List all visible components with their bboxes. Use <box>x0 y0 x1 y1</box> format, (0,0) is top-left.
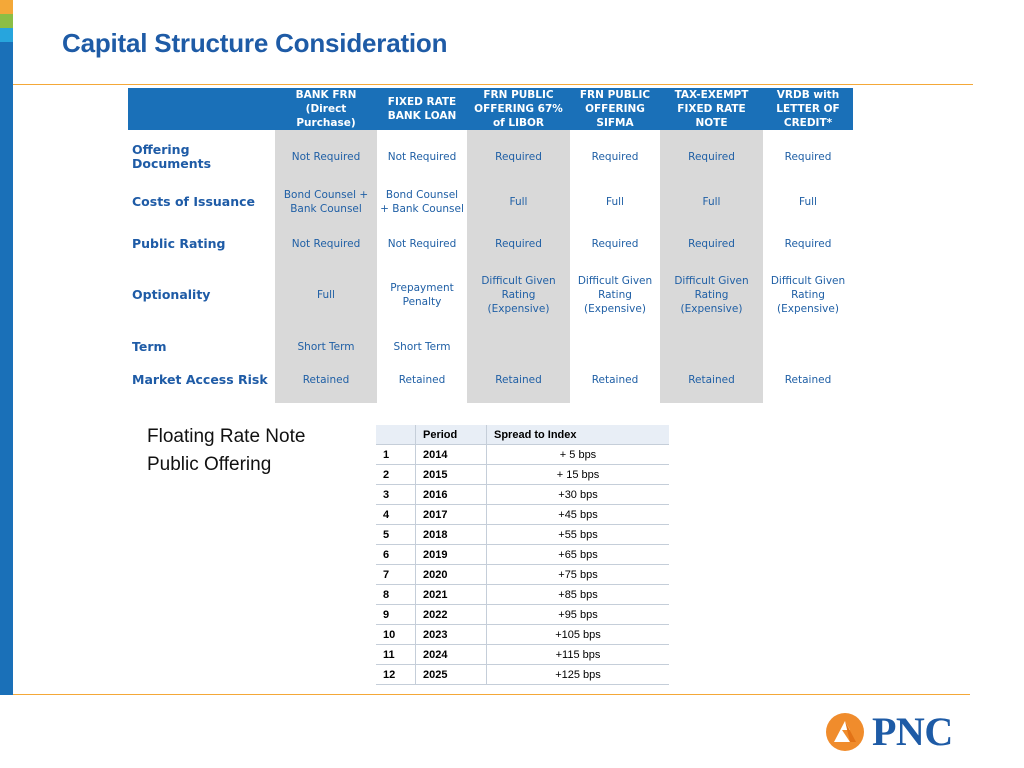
spread-value-cell: + 15 bps <box>487 465 670 485</box>
table-cell <box>763 336 853 357</box>
table-row <box>128 233 853 254</box>
column-header: TAX-EXEMPT FIXED RATE NOTE <box>660 88 763 130</box>
table-cell: Full <box>606 196 624 208</box>
spread-row <box>376 625 669 645</box>
spread-index-cell: 12 <box>376 665 416 685</box>
spread-value-cell: +125 bps <box>487 665 670 685</box>
spread-header-row <box>376 425 669 445</box>
title-divider <box>13 84 973 85</box>
table-cell: Required <box>660 233 763 254</box>
spread-period-cell: 2019 <box>416 545 487 565</box>
table-cell: Required <box>660 143 763 171</box>
spread-row <box>376 585 669 605</box>
table-cell: Not Required <box>275 233 377 254</box>
spread-value-cell: +115 bps <box>487 645 670 665</box>
table-cell <box>570 336 660 357</box>
table-row <box>128 357 853 403</box>
spread-period-cell: 2018 <box>416 525 487 545</box>
row-label: Optionality <box>132 287 211 302</box>
spread-row <box>376 665 669 685</box>
table-cell <box>467 336 570 357</box>
table-cell: Retained <box>467 357 570 403</box>
spread-value-cell: +75 bps <box>487 565 670 585</box>
spread-header-period: Period <box>416 425 487 445</box>
accent-square-green <box>0 14 13 28</box>
spread-period-cell: 2022 <box>416 605 487 625</box>
spread-value-cell: +105 bps <box>487 625 670 645</box>
table-cell: Not Required <box>275 143 377 171</box>
table-cell: Retained <box>784 374 832 386</box>
pnc-logo-icon <box>824 712 870 752</box>
column-header: FRN PUBLIC OFFERING SIFMA <box>570 88 660 130</box>
row-label: Costs of Issuance <box>132 194 255 209</box>
spread-index-cell: 3 <box>376 485 416 505</box>
spread-row <box>376 445 669 465</box>
table-row <box>128 171 853 233</box>
table-cell: Retained <box>275 357 377 403</box>
table-cell: Difficult Given Rating (Expensive) <box>577 275 653 315</box>
spread-value-cell: +55 bps <box>487 525 670 545</box>
comparison-table <box>128 88 853 403</box>
spread-index-cell: 8 <box>376 585 416 605</box>
spread-period-cell: 2024 <box>416 645 487 665</box>
table-cell: Short Term <box>275 336 377 357</box>
frn-offering-label <box>147 423 305 479</box>
table-row <box>128 143 853 171</box>
spread-row <box>376 505 669 525</box>
table-cell: Full <box>467 171 570 233</box>
table-cell <box>660 336 763 357</box>
footer-divider <box>13 694 970 695</box>
spread-table <box>376 425 669 685</box>
table-row <box>128 254 853 336</box>
table-cell: Retained <box>398 374 446 386</box>
accent-square-cyan <box>0 28 13 42</box>
frn-label-line: Public Offering <box>147 454 272 475</box>
spread-row <box>376 465 669 485</box>
table-cell: Prepayment Penalty <box>390 282 454 308</box>
spread-header-index <box>376 425 416 445</box>
table-cell: Bond Counsel + Bank Counsel <box>275 171 377 233</box>
table-cell: Retained <box>591 374 639 386</box>
spread-value-cell: + 5 bps <box>487 445 670 465</box>
page-title: Capital Structure Consideration <box>62 28 448 58</box>
column-header: BANK FRN (Direct Purchase) <box>275 88 377 130</box>
table-cell: Bond Counsel + Bank Counsel <box>380 189 464 215</box>
table-cell: Full <box>799 196 817 208</box>
spread-index-cell: 9 <box>376 605 416 625</box>
spread-period-cell: 2017 <box>416 505 487 525</box>
table-cell: Not Required <box>387 237 457 250</box>
spread-index-cell: 7 <box>376 565 416 585</box>
table-cell: Short Term <box>393 340 451 353</box>
spread-period-cell: 2014 <box>416 445 487 465</box>
left-accent-bar <box>0 0 13 695</box>
spread-period-cell: 2016 <box>416 485 487 505</box>
row-label: Offering Documents <box>132 142 212 171</box>
spread-index-cell: 10 <box>376 625 416 645</box>
spread-row <box>376 605 669 625</box>
table-cell: Full <box>275 254 377 336</box>
spread-index-cell: 5 <box>376 525 416 545</box>
table-cell: Required <box>784 151 832 163</box>
row-label: Public Rating <box>132 235 226 251</box>
spread-row <box>376 525 669 545</box>
spread-row <box>376 545 669 565</box>
spread-row <box>376 485 669 505</box>
accent-square-orange <box>0 0 13 14</box>
spread-index-cell: 1 <box>376 445 416 465</box>
spacer-row <box>128 130 853 143</box>
spread-row <box>376 645 669 665</box>
table-cell: Difficult Given Rating (Expensive) <box>467 254 570 336</box>
column-header: FRN PUBLIC OFFERING 67% of LIBOR <box>467 88 570 130</box>
table-cell: Difficult Given Rating (Expensive) <box>770 275 846 315</box>
frn-label-line: Floating Rate Note <box>147 426 306 447</box>
spread-index-cell: 11 <box>376 645 416 665</box>
spread-value-cell: +30 bps <box>487 485 670 505</box>
spread-period-cell: 2025 <box>416 665 487 685</box>
spread-header-spread: Spread to Index <box>487 425 670 445</box>
table-cell: Full <box>660 171 763 233</box>
pnc-logo-text: PNC <box>872 709 953 754</box>
table-cell: Difficult Given Rating (Expensive) <box>660 254 763 336</box>
table-cell: Required <box>591 237 639 250</box>
table-row <box>128 336 853 357</box>
table-cell: Required <box>467 143 570 171</box>
table-cell: Retained <box>660 357 763 403</box>
table-cell: Not Required <box>387 151 457 163</box>
row-label: Term <box>132 338 167 354</box>
spread-period-cell: 2023 <box>416 625 487 645</box>
spread-row <box>376 565 669 585</box>
comparison-header-blank <box>128 88 275 130</box>
spread-index-cell: 6 <box>376 545 416 565</box>
spread-index-cell: 2 <box>376 465 416 485</box>
spread-period-cell: 2021 <box>416 585 487 605</box>
spread-period-cell: 2015 <box>416 465 487 485</box>
table-cell: Required <box>784 237 832 250</box>
spread-period-cell: 2020 <box>416 565 487 585</box>
column-header: VRDB with LETTER OF CREDIT* <box>763 88 853 130</box>
row-label: Market Access Risk <box>132 372 268 387</box>
table-cell: Required <box>591 151 639 163</box>
spread-value-cell: +65 bps <box>487 545 670 565</box>
spread-value-cell: +85 bps <box>487 585 670 605</box>
spread-value-cell: +95 bps <box>487 605 670 625</box>
column-header: FIXED RATE BANK LOAN <box>377 88 467 130</box>
spread-index-cell: 4 <box>376 505 416 525</box>
spread-value-cell: +45 bps <box>487 505 670 525</box>
comparison-header-row <box>128 88 853 130</box>
table-cell: Required <box>467 233 570 254</box>
